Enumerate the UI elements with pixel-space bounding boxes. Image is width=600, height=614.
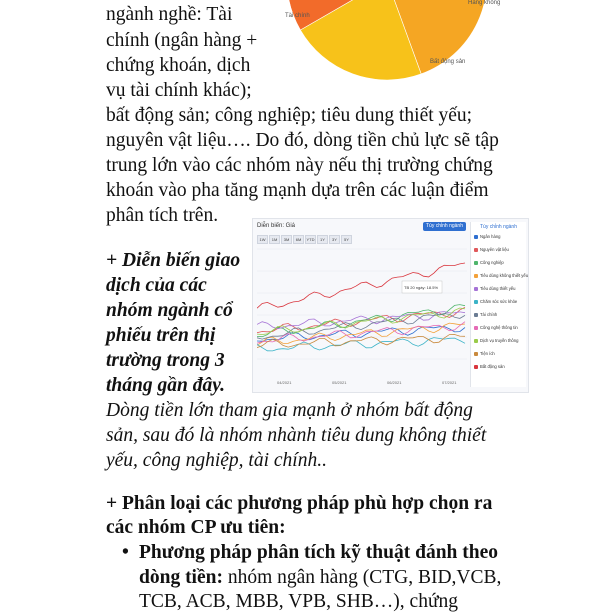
legend-label: Bất động sản xyxy=(480,364,505,369)
pie-label-tai-chinh: Tài chính xyxy=(285,13,310,19)
legend-color-swatch xyxy=(474,326,478,330)
legend-label: Tiêu dùng thiết yếu xyxy=(480,286,516,291)
heading-line: + Diễn biến giao xyxy=(106,250,241,271)
pie-label-bat-dong-san: Bất động sản xyxy=(430,59,466,65)
heading-line: + Phân loại các phương pháp phù hợp chọn ra xyxy=(106,493,493,514)
legend-label: Chăm sóc sức khỏe xyxy=(480,299,518,304)
legend-color-swatch xyxy=(474,248,478,252)
legend-label: Tài chính xyxy=(480,312,498,317)
bullet-line xyxy=(139,566,501,590)
period-tab[interactable]: 5Y xyxy=(341,235,352,244)
pie-chart-figure xyxy=(282,0,512,92)
text-line: phân tích trên. xyxy=(106,205,219,226)
chart-title: Diễn biến: Giá xyxy=(257,223,296,229)
legend-item[interactable] xyxy=(474,286,515,291)
x-tick-label: 07/2021 xyxy=(442,380,457,385)
legend-item[interactable] xyxy=(474,299,517,304)
legend-item[interactable] xyxy=(474,260,504,265)
text-line: sản, sau đó là nhóm nhành tiêu dung không thiết xyxy=(106,425,487,446)
heading-line: trường trong 3 xyxy=(106,350,225,371)
text-line: yếu, công nghiệp, tài chính.. xyxy=(106,450,327,471)
heading-line: phiếu trên thị xyxy=(106,325,216,346)
period-tab[interactable]: 3M xyxy=(281,235,292,244)
text-line: vụ tài chính khác); xyxy=(106,80,252,101)
legend-color-swatch xyxy=(474,261,478,265)
period-tab[interactable]: 1W xyxy=(257,235,268,244)
bullet-rest: nhóm ngân hàng (CTG, BID,VCB, xyxy=(222,567,502,588)
customize-sector-button[interactable]: Tùy chỉnh ngành xyxy=(423,222,466,231)
legend-color-swatch xyxy=(474,352,478,356)
heading-line: dịch của các xyxy=(106,275,207,296)
legend-item[interactable] xyxy=(474,312,497,317)
bullet-line: Phương pháp phân tích kỹ thuật đánh theo xyxy=(139,542,499,563)
heading-line: tháng gần đây. xyxy=(106,375,226,396)
legend-color-swatch xyxy=(474,300,478,304)
period-tab[interactable]: YTD xyxy=(306,237,315,242)
series-line xyxy=(257,338,465,351)
text-line: Dòng tiền lớn tham gia mạnh ở nhóm bất động xyxy=(106,400,473,421)
legend-color-swatch xyxy=(474,339,478,343)
legend-panel xyxy=(470,222,529,387)
series-line xyxy=(257,335,465,348)
legend-label: Tiện ích xyxy=(480,351,495,356)
bullet-line: TCB, ACB, MBB, VPB, SHB…), chứng xyxy=(139,591,459,612)
legend-color-swatch xyxy=(474,235,478,239)
pie-label-hang-khong: Hàng không xyxy=(468,0,501,6)
legend-item[interactable] xyxy=(474,247,509,252)
legend-color-swatch xyxy=(474,313,478,317)
text-line: bất động sản; công nghiệp; tiêu dung thiết yếu; xyxy=(106,105,473,126)
heading-line: các nhóm CP ưu tiên: xyxy=(106,517,286,538)
line-chart-svg xyxy=(257,239,467,389)
legend-header: Tùy chỉnh ngành xyxy=(480,224,517,230)
legend-color-swatch xyxy=(474,274,478,278)
bullet-icon: • xyxy=(122,542,129,563)
legend-label: Công nghệ thông tin xyxy=(480,325,518,330)
period-tab[interactable]: 1M xyxy=(269,235,280,244)
legend-item[interactable] xyxy=(474,234,501,239)
legend-label: Tiêu dùng không thiết yếu xyxy=(480,273,529,278)
legend-label: Dịch vụ truyền thông xyxy=(480,338,519,343)
series-line xyxy=(257,314,465,340)
pie-chart-svg xyxy=(282,0,512,92)
sector-performance-chart xyxy=(252,218,529,393)
legend-item[interactable] xyxy=(474,364,505,369)
legend-label: Ngân hàng xyxy=(480,234,501,239)
x-tick-label: 06/2021 xyxy=(387,380,402,385)
heading-line: nhóm ngành cổ xyxy=(106,300,233,321)
x-tick-label: 05/2021 xyxy=(332,380,347,385)
legend-color-swatch xyxy=(474,287,478,291)
legend-item[interactable] xyxy=(474,351,495,356)
tooltip-text: TB 20 ngày: 18.5% xyxy=(404,285,439,290)
legend-item[interactable] xyxy=(474,325,518,330)
legend-label: Công nghiệp xyxy=(480,260,504,265)
period-tab[interactable]: 1Y xyxy=(317,235,328,244)
legend-label: Nguyên vật liệu xyxy=(480,247,509,252)
text-line: trung lớn vào các nhóm này nếu thị trường chứng xyxy=(106,155,493,176)
text-line: ngành nghề: Tài xyxy=(106,4,233,25)
text-line: khoán vào pha tăng mạnh dựa trên các luận điểm xyxy=(106,180,489,201)
text-line: chứng khoán, dịch xyxy=(106,55,251,76)
legend-item[interactable] xyxy=(474,273,528,278)
bullet-bold-term: dòng tiền: xyxy=(139,567,223,588)
legend-color-swatch xyxy=(474,365,478,369)
text-line: chính (ngân hàng + xyxy=(106,30,258,51)
series-line xyxy=(257,305,465,337)
period-tab[interactable]: 6M xyxy=(293,235,304,244)
x-tick-label: 04/2021 xyxy=(277,380,292,385)
period-tab[interactable]: 3Y xyxy=(329,235,340,244)
text-line: nguyên vật liệu…. Do đó, dòng tiền chủ lực sẽ tập xyxy=(106,130,499,151)
legend-item[interactable] xyxy=(474,338,518,343)
